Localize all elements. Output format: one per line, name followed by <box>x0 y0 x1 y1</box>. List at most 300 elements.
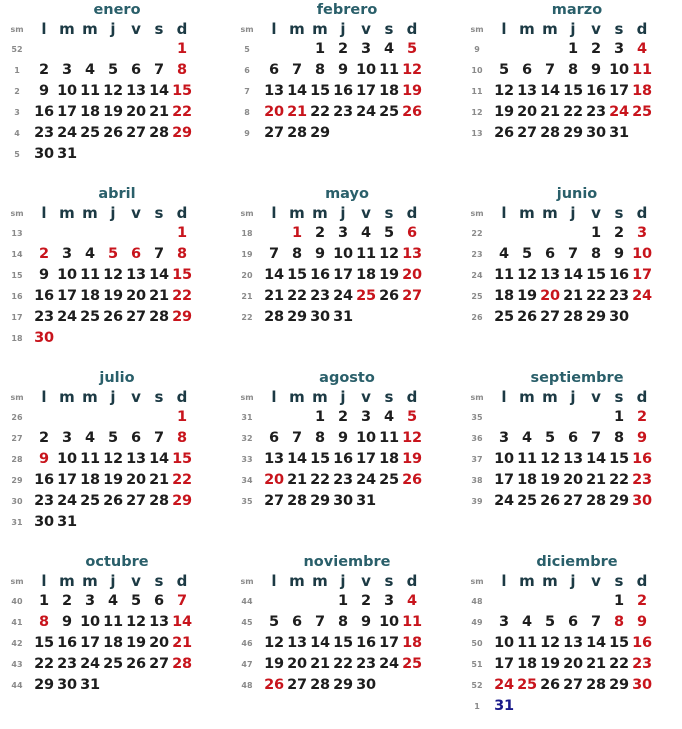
day-cell[interactable]: 17 <box>494 472 514 488</box>
day-cell[interactable]: 20 <box>517 104 537 120</box>
day-cell[interactable]: 31 <box>57 146 77 162</box>
day-cell[interactable]: 20 <box>540 288 560 304</box>
day-cell[interactable]: 26 <box>494 125 514 141</box>
day-cell[interactable]: 20 <box>264 104 284 120</box>
day-cell[interactable]: 11 <box>379 62 399 78</box>
day-cell[interactable]: 29 <box>310 493 330 509</box>
day-cell[interactable]: 23 <box>632 472 652 488</box>
day-cell[interactable]: 4 <box>85 430 95 446</box>
day-cell[interactable]: 6 <box>292 614 302 630</box>
day-cell[interactable]: 8 <box>614 430 624 446</box>
day-cell[interactable]: 29 <box>609 493 629 509</box>
day-cell[interactable]: 9 <box>614 246 624 262</box>
day-cell[interactable]: 8 <box>614 614 624 630</box>
day-cell[interactable]: 15 <box>34 635 54 651</box>
day-cell[interactable]: 14 <box>149 267 169 283</box>
day-cell[interactable]: 12 <box>494 83 514 99</box>
day-cell[interactable]: 18 <box>80 288 100 304</box>
day-cell[interactable]: 17 <box>333 267 353 283</box>
day-cell[interactable]: 31 <box>333 309 353 325</box>
day-cell[interactable]: 16 <box>586 83 606 99</box>
day-cell[interactable]: 7 <box>591 430 601 446</box>
day-cell[interactable]: 6 <box>407 225 417 241</box>
day-cell[interactable]: 4 <box>407 593 417 609</box>
day-cell[interactable]: 21 <box>586 472 606 488</box>
day-cell[interactable]: 16 <box>57 635 77 651</box>
day-cell[interactable]: 18 <box>356 267 376 283</box>
day-cell[interactable]: 3 <box>338 225 348 241</box>
day-cell[interactable]: 26 <box>402 472 422 488</box>
day-cell[interactable]: 23 <box>34 309 54 325</box>
day-cell[interactable]: 10 <box>57 267 77 283</box>
day-cell[interactable]: 15 <box>609 635 629 651</box>
day-cell[interactable]: 9 <box>338 430 348 446</box>
day-cell[interactable]: 18 <box>517 472 537 488</box>
day-cell[interactable]: 12 <box>103 267 123 283</box>
day-cell[interactable]: 13 <box>563 635 583 651</box>
day-cell[interactable]: 29 <box>172 309 192 325</box>
day-cell[interactable]: 26 <box>264 677 284 693</box>
day-cell[interactable]: 29 <box>563 125 583 141</box>
day-cell[interactable]: 26 <box>103 493 123 509</box>
day-cell[interactable]: 13 <box>264 83 284 99</box>
day-cell[interactable]: 25 <box>80 309 100 325</box>
day-cell[interactable]: 22 <box>586 288 606 304</box>
day-cell[interactable]: 18 <box>517 656 537 672</box>
day-cell[interactable]: 17 <box>632 267 652 283</box>
day-cell[interactable]: 10 <box>333 246 353 262</box>
day-cell[interactable]: 15 <box>310 83 330 99</box>
day-cell[interactable]: 2 <box>361 593 371 609</box>
day-cell[interactable]: 31 <box>57 514 77 530</box>
day-cell[interactable]: 9 <box>637 430 647 446</box>
day-cell[interactable]: 14 <box>287 83 307 99</box>
day-cell[interactable]: 8 <box>292 246 302 262</box>
day-cell[interactable]: 16 <box>632 635 652 651</box>
day-cell[interactable]: 2 <box>637 409 647 425</box>
day-cell[interactable]: 25 <box>494 309 514 325</box>
day-cell[interactable]: 27 <box>287 677 307 693</box>
day-cell[interactable]: 19 <box>402 451 422 467</box>
day-cell[interactable]: 8 <box>315 430 325 446</box>
day-cell[interactable]: 20 <box>563 472 583 488</box>
day-cell[interactable]: 18 <box>402 635 422 651</box>
day-cell[interactable]: 2 <box>315 225 325 241</box>
day-cell[interactable]: 14 <box>586 451 606 467</box>
day-cell[interactable]: 2 <box>637 593 647 609</box>
day-cell[interactable]: 27 <box>264 493 284 509</box>
day-cell[interactable]: 1 <box>177 41 187 57</box>
day-cell[interactable]: 23 <box>609 288 629 304</box>
day-cell[interactable]: 4 <box>499 246 509 262</box>
day-cell[interactable]: 13 <box>126 83 146 99</box>
day-cell[interactable]: 12 <box>126 614 146 630</box>
day-cell[interactable]: 20 <box>126 104 146 120</box>
day-cell[interactable]: 24 <box>333 288 353 304</box>
day-cell[interactable]: 1 <box>177 225 187 241</box>
day-cell[interactable]: 31 <box>356 493 376 509</box>
day-cell[interactable]: 16 <box>632 451 652 467</box>
day-cell[interactable]: 12 <box>103 451 123 467</box>
day-cell[interactable]: 9 <box>338 62 348 78</box>
day-cell[interactable]: 7 <box>154 430 164 446</box>
day-cell[interactable]: 27 <box>563 677 583 693</box>
day-cell[interactable]: 22 <box>172 472 192 488</box>
day-cell[interactable]: 1 <box>39 593 49 609</box>
day-cell[interactable]: 18 <box>379 83 399 99</box>
day-cell[interactable]: 24 <box>494 493 514 509</box>
day-cell[interactable]: 29 <box>172 493 192 509</box>
day-cell[interactable]: 18 <box>494 288 514 304</box>
day-cell[interactable]: 26 <box>103 309 123 325</box>
day-cell[interactable]: 25 <box>402 656 422 672</box>
day-cell[interactable]: 6 <box>269 62 279 78</box>
day-cell[interactable]: 17 <box>57 472 77 488</box>
day-cell[interactable]: 2 <box>39 246 49 262</box>
day-cell[interactable]: 31 <box>494 698 514 714</box>
day-cell[interactable]: 18 <box>80 104 100 120</box>
day-cell[interactable]: 19 <box>402 83 422 99</box>
day-cell[interactable]: 11 <box>632 62 652 78</box>
day-cell[interactable]: 3 <box>85 593 95 609</box>
day-cell[interactable]: 30 <box>310 309 330 325</box>
day-cell[interactable]: 24 <box>57 309 77 325</box>
day-cell[interactable]: 7 <box>292 430 302 446</box>
day-cell[interactable]: 19 <box>103 104 123 120</box>
day-cell[interactable]: 19 <box>517 288 537 304</box>
day-cell[interactable]: 13 <box>149 614 169 630</box>
day-cell[interactable]: 27 <box>126 125 146 141</box>
day-cell[interactable]: 5 <box>407 409 417 425</box>
day-cell[interactable]: 3 <box>499 614 509 630</box>
day-cell[interactable]: 10 <box>356 430 376 446</box>
day-cell[interactable]: 10 <box>494 635 514 651</box>
day-cell[interactable]: 17 <box>494 656 514 672</box>
day-cell[interactable]: 27 <box>517 125 537 141</box>
day-cell[interactable]: 5 <box>131 593 141 609</box>
day-cell[interactable]: 14 <box>310 635 330 651</box>
day-cell[interactable]: 11 <box>80 267 100 283</box>
day-cell[interactable]: 15 <box>172 267 192 283</box>
day-cell[interactable]: 6 <box>154 593 164 609</box>
day-cell[interactable]: 8 <box>39 614 49 630</box>
day-cell[interactable]: 6 <box>568 430 578 446</box>
day-cell[interactable]: 19 <box>103 472 123 488</box>
day-cell[interactable]: 10 <box>379 614 399 630</box>
day-cell[interactable]: 14 <box>149 83 169 99</box>
day-cell[interactable]: 22 <box>333 656 353 672</box>
day-cell[interactable]: 16 <box>333 83 353 99</box>
day-cell[interactable]: 9 <box>637 614 647 630</box>
day-cell[interactable]: 11 <box>379 430 399 446</box>
day-cell[interactable]: 13 <box>126 267 146 283</box>
day-cell[interactable]: 1 <box>315 409 325 425</box>
day-cell[interactable]: 25 <box>632 104 652 120</box>
day-cell[interactable]: 16 <box>34 288 54 304</box>
day-cell[interactable]: 13 <box>126 451 146 467</box>
day-cell[interactable]: 27 <box>126 493 146 509</box>
day-cell[interactable]: 23 <box>34 493 54 509</box>
day-cell[interactable]: 18 <box>379 451 399 467</box>
day-cell[interactable]: 30 <box>632 677 652 693</box>
day-cell[interactable]: 7 <box>545 62 555 78</box>
day-cell[interactable]: 17 <box>57 104 77 120</box>
day-cell[interactable]: 22 <box>609 472 629 488</box>
day-cell[interactable]: 14 <box>287 451 307 467</box>
day-cell[interactable]: 21 <box>264 288 284 304</box>
day-cell[interactable]: 17 <box>379 635 399 651</box>
day-cell[interactable]: 4 <box>522 614 532 630</box>
day-cell[interactable]: 17 <box>80 635 100 651</box>
day-cell[interactable]: 4 <box>361 225 371 241</box>
day-cell[interactable]: 28 <box>586 677 606 693</box>
day-cell[interactable]: 28 <box>287 493 307 509</box>
day-cell[interactable]: 28 <box>287 125 307 141</box>
day-cell[interactable]: 1 <box>591 225 601 241</box>
day-cell[interactable]: 26 <box>540 493 560 509</box>
day-cell[interactable]: 5 <box>545 430 555 446</box>
day-cell[interactable]: 29 <box>287 309 307 325</box>
day-cell[interactable]: 8 <box>315 62 325 78</box>
day-cell[interactable]: 3 <box>62 62 72 78</box>
day-cell[interactable]: 11 <box>356 246 376 262</box>
day-cell[interactable]: 1 <box>292 225 302 241</box>
day-cell[interactable]: 11 <box>517 635 537 651</box>
day-cell[interactable]: 9 <box>62 614 72 630</box>
day-cell[interactable]: 26 <box>379 288 399 304</box>
day-cell[interactable]: 26 <box>126 656 146 672</box>
day-cell[interactable]: 7 <box>568 246 578 262</box>
day-cell[interactable]: 11 <box>517 451 537 467</box>
day-cell[interactable]: 24 <box>632 288 652 304</box>
day-cell[interactable]: 19 <box>103 288 123 304</box>
day-cell[interactable]: 5 <box>108 62 118 78</box>
day-cell[interactable]: 11 <box>80 451 100 467</box>
day-cell[interactable]: 22 <box>310 472 330 488</box>
day-cell[interactable]: 1 <box>614 593 624 609</box>
day-cell[interactable]: 11 <box>103 614 123 630</box>
day-cell[interactable]: 6 <box>131 246 141 262</box>
day-cell[interactable]: 4 <box>85 246 95 262</box>
day-cell[interactable]: 21 <box>563 288 583 304</box>
day-cell[interactable]: 25 <box>517 493 537 509</box>
day-cell[interactable]: 12 <box>517 267 537 283</box>
day-cell[interactable]: 23 <box>356 656 376 672</box>
day-cell[interactable]: 2 <box>39 62 49 78</box>
day-cell[interactable]: 26 <box>540 677 560 693</box>
day-cell[interactable]: 18 <box>103 635 123 651</box>
day-cell[interactable]: 14 <box>563 267 583 283</box>
day-cell[interactable]: 20 <box>287 656 307 672</box>
day-cell[interactable]: 13 <box>517 83 537 99</box>
day-cell[interactable]: 12 <box>379 246 399 262</box>
day-cell[interactable]: 30 <box>632 493 652 509</box>
day-cell[interactable]: 28 <box>586 493 606 509</box>
day-cell[interactable]: 4 <box>85 62 95 78</box>
day-cell[interactable]: 17 <box>57 288 77 304</box>
day-cell[interactable]: 11 <box>494 267 514 283</box>
day-cell[interactable]: 8 <box>568 62 578 78</box>
day-cell[interactable]: 27 <box>540 309 560 325</box>
day-cell[interactable]: 21 <box>586 656 606 672</box>
day-cell[interactable]: 4 <box>384 41 394 57</box>
day-cell[interactable]: 27 <box>264 125 284 141</box>
day-cell[interactable]: 28 <box>149 309 169 325</box>
day-cell[interactable]: 22 <box>172 288 192 304</box>
day-cell[interactable]: 4 <box>384 409 394 425</box>
day-cell[interactable]: 25 <box>80 125 100 141</box>
day-cell[interactable]: 4 <box>522 430 532 446</box>
day-cell[interactable]: 23 <box>57 656 77 672</box>
day-cell[interactable]: 24 <box>80 656 100 672</box>
day-cell[interactable]: 29 <box>333 677 353 693</box>
day-cell[interactable]: 9 <box>361 614 371 630</box>
day-cell[interactable]: 16 <box>34 472 54 488</box>
day-cell[interactable]: 5 <box>269 614 279 630</box>
day-cell[interactable]: 27 <box>126 309 146 325</box>
day-cell[interactable]: 12 <box>540 451 560 467</box>
day-cell[interactable]: 15 <box>563 83 583 99</box>
day-cell[interactable]: 30 <box>609 309 629 325</box>
day-cell[interactable]: 9 <box>39 451 49 467</box>
day-cell[interactable]: 15 <box>333 635 353 651</box>
day-cell[interactable]: 13 <box>287 635 307 651</box>
day-cell[interactable]: 20 <box>264 472 284 488</box>
day-cell[interactable]: 4 <box>108 593 118 609</box>
day-cell[interactable]: 6 <box>131 62 141 78</box>
day-cell[interactable]: 15 <box>287 267 307 283</box>
day-cell[interactable]: 5 <box>499 62 509 78</box>
day-cell[interactable]: 16 <box>609 267 629 283</box>
day-cell[interactable]: 6 <box>269 430 279 446</box>
day-cell[interactable]: 21 <box>310 656 330 672</box>
day-cell[interactable]: 14 <box>264 267 284 283</box>
day-cell[interactable]: 25 <box>517 677 537 693</box>
day-cell[interactable]: 28 <box>563 309 583 325</box>
day-cell[interactable]: 8 <box>177 246 187 262</box>
day-cell[interactable]: 2 <box>338 409 348 425</box>
day-cell[interactable]: 5 <box>407 41 417 57</box>
day-cell[interactable]: 3 <box>62 430 72 446</box>
day-cell[interactable]: 16 <box>333 451 353 467</box>
day-cell[interactable]: 29 <box>609 677 629 693</box>
day-cell[interactable]: 28 <box>540 125 560 141</box>
day-cell[interactable]: 12 <box>264 635 284 651</box>
day-cell[interactable]: 2 <box>62 593 72 609</box>
day-cell[interactable]: 24 <box>379 656 399 672</box>
day-cell[interactable]: 10 <box>356 62 376 78</box>
day-cell[interactable]: 29 <box>310 125 330 141</box>
day-cell[interactable]: 19 <box>126 635 146 651</box>
day-cell[interactable]: 27 <box>149 656 169 672</box>
day-cell[interactable]: 7 <box>154 62 164 78</box>
day-cell[interactable]: 17 <box>356 451 376 467</box>
day-cell[interactable]: 18 <box>80 472 100 488</box>
day-cell[interactable]: 19 <box>494 104 514 120</box>
day-cell[interactable]: 7 <box>269 246 279 262</box>
day-cell[interactable]: 2 <box>591 41 601 57</box>
day-cell[interactable]: 15 <box>609 451 629 467</box>
day-cell[interactable]: 22 <box>310 104 330 120</box>
day-cell[interactable]: 30 <box>34 514 54 530</box>
day-cell[interactable]: 15 <box>586 267 606 283</box>
day-cell[interactable]: 26 <box>402 104 422 120</box>
day-cell[interactable]: 18 <box>632 83 652 99</box>
day-cell[interactable]: 2 <box>614 225 624 241</box>
day-cell[interactable]: 21 <box>540 104 560 120</box>
day-cell[interactable]: 28 <box>310 677 330 693</box>
day-cell[interactable]: 5 <box>108 246 118 262</box>
day-cell[interactable]: 4 <box>637 41 647 57</box>
day-cell[interactable]: 1 <box>614 409 624 425</box>
day-cell[interactable]: 14 <box>540 83 560 99</box>
day-cell[interactable]: 23 <box>632 656 652 672</box>
day-cell[interactable]: 11 <box>402 614 422 630</box>
day-cell[interactable]: 6 <box>568 614 578 630</box>
day-cell[interactable]: 3 <box>637 225 647 241</box>
day-cell[interactable]: 22 <box>34 656 54 672</box>
day-cell[interactable]: 29 <box>172 125 192 141</box>
day-cell[interactable]: 24 <box>57 493 77 509</box>
day-cell[interactable]: 3 <box>361 41 371 57</box>
day-cell[interactable]: 21 <box>149 104 169 120</box>
day-cell[interactable]: 25 <box>103 656 123 672</box>
day-cell[interactable]: 25 <box>379 472 399 488</box>
day-cell[interactable]: 14 <box>172 614 192 630</box>
day-cell[interactable]: 11 <box>80 83 100 99</box>
day-cell[interactable]: 21 <box>149 472 169 488</box>
day-cell[interactable]: 19 <box>540 656 560 672</box>
day-cell[interactable]: 3 <box>499 430 509 446</box>
day-cell[interactable]: 13 <box>563 451 583 467</box>
day-cell[interactable]: 1 <box>177 409 187 425</box>
day-cell[interactable]: 28 <box>172 656 192 672</box>
day-cell[interactable]: 3 <box>361 409 371 425</box>
day-cell[interactable]: 10 <box>80 614 100 630</box>
day-cell[interactable]: 30 <box>333 493 353 509</box>
day-cell[interactable]: 25 <box>356 288 376 304</box>
day-cell[interactable]: 19 <box>379 267 399 283</box>
day-cell[interactable]: 5 <box>522 246 532 262</box>
day-cell[interactable]: 1 <box>338 593 348 609</box>
day-cell[interactable]: 6 <box>131 430 141 446</box>
day-cell[interactable]: 30 <box>586 125 606 141</box>
day-cell[interactable]: 13 <box>402 246 422 262</box>
day-cell[interactable]: 19 <box>540 472 560 488</box>
day-cell[interactable]: 27 <box>563 493 583 509</box>
day-cell[interactable]: 10 <box>494 451 514 467</box>
day-cell[interactable]: 20 <box>563 656 583 672</box>
day-cell[interactable]: 8 <box>177 430 187 446</box>
day-cell[interactable]: 21 <box>172 635 192 651</box>
day-cell[interactable]: 10 <box>632 246 652 262</box>
day-cell[interactable]: 10 <box>609 62 629 78</box>
day-cell[interactable]: 6 <box>522 62 532 78</box>
day-cell[interactable]: 28 <box>264 309 284 325</box>
day-cell[interactable]: 23 <box>34 125 54 141</box>
day-cell[interactable]: 8 <box>177 62 187 78</box>
day-cell[interactable]: 12 <box>402 430 422 446</box>
day-cell[interactable]: 30 <box>356 677 376 693</box>
day-cell[interactable]: 7 <box>591 614 601 630</box>
day-cell[interactable]: 29 <box>34 677 54 693</box>
day-cell[interactable]: 22 <box>287 288 307 304</box>
day-cell[interactable]: 26 <box>517 309 537 325</box>
day-cell[interactable]: 3 <box>62 246 72 262</box>
day-cell[interactable]: 5 <box>108 430 118 446</box>
day-cell[interactable]: 30 <box>57 677 77 693</box>
day-cell[interactable]: 14 <box>586 635 606 651</box>
